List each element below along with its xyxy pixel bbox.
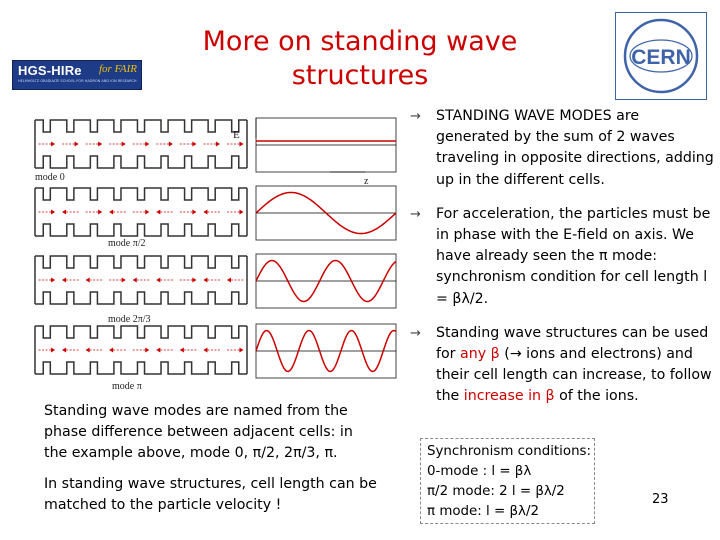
synchronism-conditions-box [420, 438, 595, 524]
field-arrow [145, 348, 149, 353]
field-arrow [62, 348, 66, 353]
sync-pi-half-mode: π/2 mode: 2 l = βλ/2 [427, 484, 565, 499]
axis-label-z: z [364, 176, 369, 187]
label-mode-pi-2: mode π/2 [108, 238, 146, 249]
field-arrow [98, 142, 102, 147]
cavity-row [35, 120, 247, 168]
field-arrow [86, 348, 90, 353]
field-arrow [156, 278, 160, 283]
sync-pi-mode: π mode: l = βλ/2 [427, 504, 540, 519]
bullet-3-text-a: Standing wave structures can be used for [436, 324, 709, 363]
field-arrow [75, 142, 79, 147]
field-arrow [239, 142, 243, 147]
wave-plots [256, 118, 396, 378]
field-arrow [203, 278, 207, 283]
field-arrow [122, 278, 126, 283]
field-arrow [62, 278, 66, 283]
hgs-hire-logo-text: HGS-HIRe [18, 63, 82, 78]
mode-wave-plot [256, 186, 396, 240]
bullet-list [410, 106, 715, 421]
field-arrow [109, 210, 113, 215]
field-arrow [180, 348, 184, 353]
field-arrow [203, 348, 207, 353]
hgs-hire-for-fair-text: for FAIR [99, 63, 137, 75]
axis-label-e: E [233, 129, 240, 141]
slide-title-line-2: structures [291, 60, 429, 91]
cern-logo-text: CERN [631, 46, 691, 69]
field-arrow [51, 278, 55, 283]
field-arrow [122, 142, 126, 147]
bullet-standing-wave-modes [410, 106, 715, 191]
field-arrow [216, 142, 220, 147]
arrow-right-icon: → [410, 109, 421, 124]
field-arrow [51, 210, 55, 215]
hgs-hire-logo [12, 60, 142, 90]
cavity-row [35, 326, 247, 374]
field-arrow [51, 348, 55, 353]
field-arrow [156, 348, 160, 353]
arrow-right-icon: → [410, 325, 421, 341]
bullet-3-text-c: (→ ions and electrons) and their cell length can increase, to follow the [436, 346, 712, 405]
caption-paragraph-cell-length: In standing wave structures, cell length can be matched to the particle velocity ! [44, 476, 377, 513]
label-mode-0: mode 0 [35, 172, 65, 183]
bullet-1-text: STANDING WAVE MODES are generated by the sum of 2 waves traveling in opposite directions, adding up in the different cells. [436, 108, 714, 188]
modes-diagram [30, 112, 422, 399]
bullet-3-any-beta: any β [460, 346, 500, 363]
cavity-bottom-wall [35, 156, 247, 168]
field-arrow [239, 210, 243, 215]
sync-heading: Synchronism conditions: [427, 444, 592, 459]
field-arrow [109, 348, 113, 353]
cavity-row [35, 188, 247, 236]
cern-logo-graphic [616, 13, 706, 99]
field-arrow [62, 210, 66, 215]
mode-wave-plot [256, 254, 396, 308]
field-arrow [145, 142, 149, 147]
field-arrow [98, 210, 102, 215]
mode-wave-plot [256, 118, 396, 172]
cavity-top-wall [35, 256, 247, 268]
field-arrow [227, 278, 231, 283]
bullet-3-text-e: of the ions. [554, 388, 639, 405]
field-arrow [51, 142, 55, 147]
field-arrow [239, 348, 243, 353]
field-arrow [192, 210, 196, 215]
bullet-any-beta [410, 323, 715, 408]
field-arrow [169, 142, 173, 147]
cavity-bottom-wall [35, 224, 247, 236]
hgs-hire-subtitle: HELMHOLTZ GRADUATE SCHOOL FOR HADRON AND ION RESEARCH [18, 79, 137, 83]
figure-caption [44, 401, 379, 526]
field-arrow [192, 278, 196, 283]
field-arrow [192, 142, 196, 147]
field-arrow [203, 210, 207, 215]
label-mode-pi: mode π [112, 381, 142, 392]
label-mode-2pi-3: mode 2π/3 [108, 314, 151, 325]
caption-paragraph-modes: Standing wave modes are named from the phase difference between adjacent cells: in the example above, mode 0, π/2, 2π/3, π. [44, 403, 353, 461]
cavity-top-wall [35, 188, 247, 200]
sync-zero-mode: 0-mode : l = βλ [427, 464, 532, 479]
bullet-3-increase-in-beta: increase in β [463, 388, 555, 405]
arrow-right-icon: → [410, 206, 421, 222]
bullet-2-text: For acceleration, the particles must be in phase with the E-field on axis. We have already seen the π mode: synchronism condition for cell length l = βλ/2. [436, 205, 711, 307]
field-arrow [133, 278, 137, 283]
mode-wave-plot [256, 324, 396, 378]
page-number: 23 [652, 492, 669, 507]
cavity-bottom-wall [35, 292, 247, 304]
cern-logo [615, 12, 707, 100]
field-arrow [156, 210, 160, 215]
field-arrow [86, 278, 90, 283]
standing-wave-modes-figure [30, 112, 422, 399]
cavity-row [35, 256, 247, 304]
slide-title-line-1: More on standing wave [202, 26, 518, 57]
slide-title [170, 25, 550, 93]
cavity-top-wall [35, 120, 247, 132]
bullet-acceleration [410, 204, 715, 310]
cavity-bottom-wall [35, 362, 247, 374]
field-arrow [145, 210, 149, 215]
cavity-top-wall [35, 326, 247, 338]
